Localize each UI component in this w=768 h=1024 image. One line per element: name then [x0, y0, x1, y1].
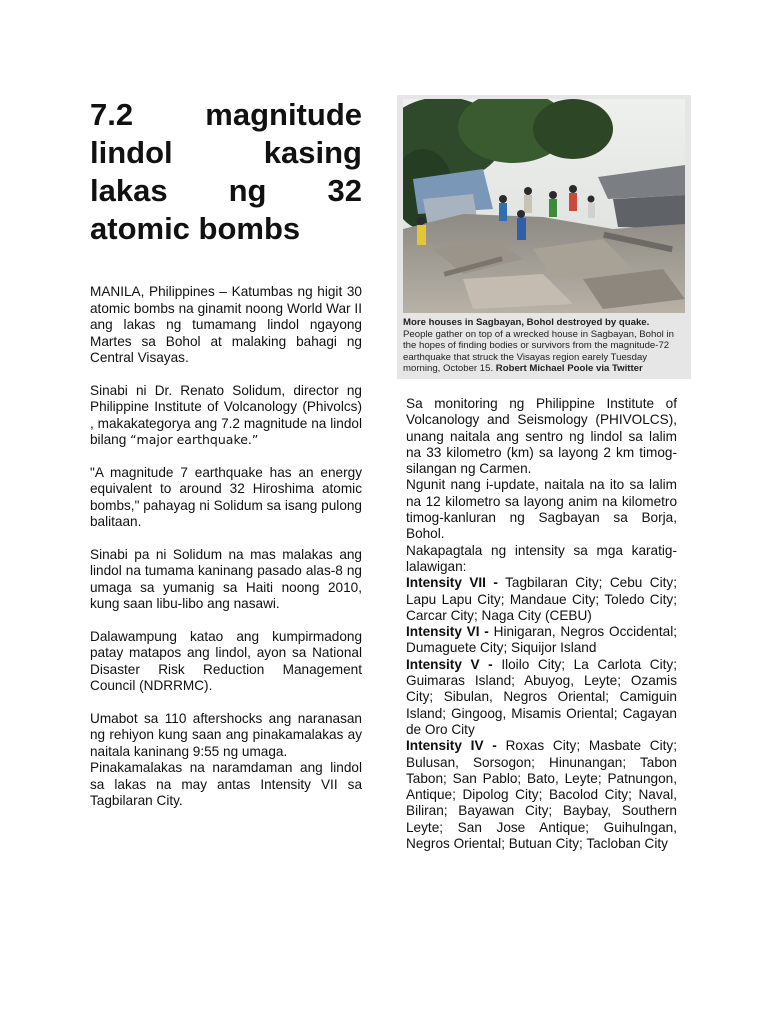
earthquake-photo [403, 99, 685, 313]
paragraph-solidum [90, 383, 362, 449]
intensity-iv-places: Roxas City; Masbate City; Bulusan, Sorsogon; Hinunangan; Tabon Tabon; San Pablo; Bato, Leyte; Patnungon, Antique; Dipolog City; Bacolod City; Naval, Biliran; Bayawan City; Baybay, Southern Leyte; San Jose Antique; Guihulngan, Negros Oriental; Butuan City; Tacloban City [406, 738, 677, 852]
intensity-iv-label: Intensity IV - [406, 738, 497, 754]
paragraph-update: Ngunit nang i-update, naitala na ito sa lalim na 12 kilometro sa layong anim na kilometro timog-kanluran ng Sagbayan sa Borja, Bohol. [406, 477, 677, 542]
intensity-v-places: Iloilo City; La Carlota City; Guimaras Island; Abuyog, Leyte; Ozamis City; Sibulan, Negros Oriental; Camiguin Island; Gingoog, Misamis Oriental; Cagayan de Oro City [406, 656, 677, 737]
headline: 7.2 magnitude lindol kasing lakas ng 32 atomic bombs [90, 97, 362, 246]
quote-major-earthquake: “major earthquake.” [130, 432, 259, 447]
intensity-v-label: Intensity V - [406, 656, 493, 672]
intensity-vi [406, 624, 677, 657]
left-column [90, 96, 362, 810]
paragraph-tagbilaran: Pinakamalakas na naramdaman ang lindol sa lakas na may antas Intensity VII sa Tagbilaran City. [90, 760, 362, 808]
paragraph-aftershocks: Umabot sa 110 aftershocks ang naranasan ng rehiyon kung saan ang pinakamalakas ay naitala kaninang 9:55 ng umaga. [90, 710, 362, 759]
intensity-vii-places: Tagbilaran City; Cebu City; Lapu Lapu City; Mandaue City; Toledo City; Carcar City; Naga City (CEBU) [406, 575, 677, 623]
paragraph-intensity-intro: Nakapagtala ng intensity sa mga karatig-lalawigan: [406, 542, 677, 574]
intensity-iv [406, 738, 677, 852]
lead-paragraph: MANILA, Philippines – Katumbas ng higit 30 atomic bombs na ginamit noong World War II ang lakas ng tumamang lindol ngayong Martes sa Bohol at malaking bahagi ng Central Visayas. [90, 284, 362, 365]
paragraph-solidum-text: Sinabi ni Dr. Renato Solidum, director ng Philippine Institute of Volcanology (Phivolcs) , makakategorya ang 7.2 magnitude na lindol bilang [90, 382, 362, 447]
intensity-v [406, 657, 677, 738]
intensity-vii [406, 575, 677, 624]
paragraph-haiti: Sinabi pa ni Solidum na mas malakas ang lindol na tumama kaninang pasado alas-8 ng umaga sa yumanig sa Haiti noong 2010, kung saan libu-libo ang nasawi. [90, 546, 362, 611]
paragraph-phivolcs-monitoring: Sa monitoring ng Philippine Institute of Volcanology and Seismology (PHIVOLCS), unang naitala ang sentro ng lindol sa lalim na 33 kilometro (km) sa layong 2 km timog-silangan ng Carmen. [406, 396, 677, 477]
photo-caption [403, 317, 687, 375]
paragraph-ndrrmc: Dalawampung katao ang kumpirmadong patay matapos ang lindol, ayon sa National Disaster Risk Reduction Management Council (NDRRMC). [90, 628, 362, 693]
caption-body: People gather on top of a wrecked house in Sagbayan, Bohol in the hopes of finding bodies or survivors from the magnitude-72 earthquake that struck the Visayas region earely Tuesday morning, October 15. [403, 328, 674, 375]
photo-credit: Robert Michael Poole via Twitter [495, 363, 643, 375]
paragraph-hiroshima-quote: "A magnitude 7 earthquake has an energy equivalent to around 32 Hiroshima atomic bombs," pahayag ni Solidum sa isang pulong balitaan. [90, 464, 362, 529]
intensity-vii-label: Intensity VII - [406, 575, 498, 591]
intensity-vi-label: Intensity VI - [406, 624, 489, 640]
intensity-vi-places: Hinigaran, Negros Occidental; Dumaguete City; Siquijor Island [406, 624, 677, 656]
photo-figure [397, 95, 691, 379]
caption-title: More houses in Sagbayan, Bohol destroyed by quake. [403, 317, 650, 328]
right-column [406, 396, 677, 852]
